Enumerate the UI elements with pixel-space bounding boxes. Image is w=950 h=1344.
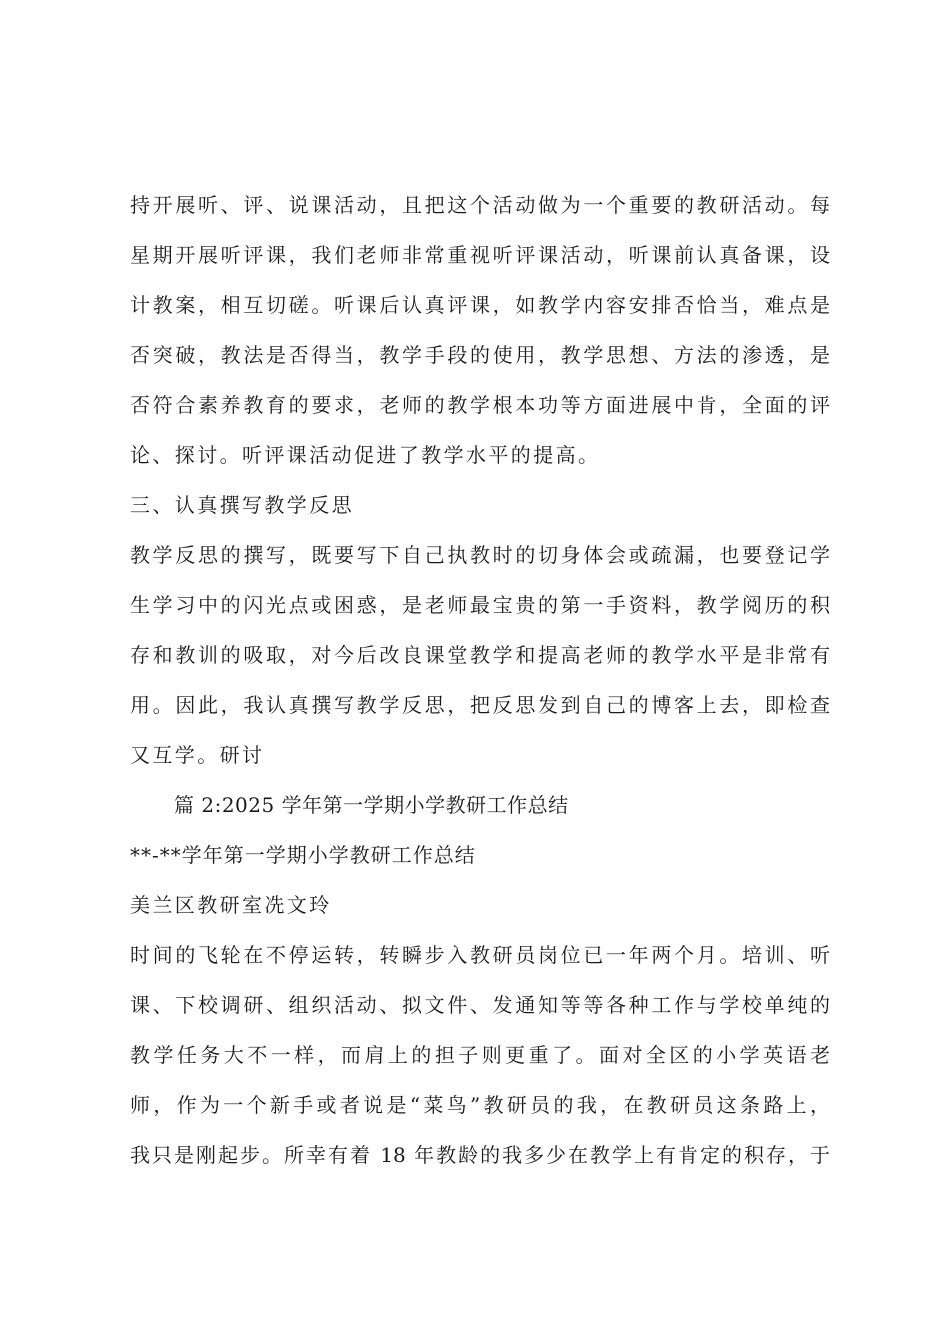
paragraph-line: 存和教训的吸取，对今后改良课堂教学和提高老师的教学水平是非常有 [130,643,830,667]
paragraph-line: 持开展听、评、说课活动，且把这个活动做为一个重要的教研活动。每 [130,193,830,217]
paragraph-line: 师，作为一个新手或者说是“菜鸟”教研员的我，在教研员这条路上， [130,1093,830,1117]
article-subtitle: **-**学年第一学期小学教研工作总结 [130,843,476,867]
paragraph-line: 星期开展听评课，我们老师非常重视听评课活动，听课前认真备课，设 [130,243,830,267]
paragraph-line: 我只是刚起步。所幸有着 18 年教龄的我多少在教学上有肯定的积存，于 [130,1143,830,1167]
paragraph-line: 教学反思的撰写，既要写下自己执教时的切身体会或疏漏，也要登记学 [130,543,830,567]
author-line: 美兰区教研室冼文玲 [130,893,332,917]
paragraph-line: 生学习中的闪光点或困惑，是老师最宝贵的第一手资料，教学阅历的积 [130,593,830,617]
paragraph-line: 否符合素养教育的要求，老师的教学根本功等方面进展中肯，全面的评 [130,393,830,417]
paragraph-line: 论、探讨。听评课活动促进了教学水平的提高。 [130,443,601,467]
section-heading: 三、认真撰写教学反思 [130,493,354,517]
paragraph-line: 教学任务大不一样，而肩上的担子则更重了。面对全区的小学英语老 [130,1043,830,1067]
paragraph-line: 计教案，相互切磋。听课后认真评课，如教学内容安排否恰当，难点是 [130,293,830,317]
article-title: 篇 2:2025 学年第一学期小学教研工作总结 [174,793,569,817]
paragraph-line: 又互学。研讨 [130,743,265,767]
paragraph-line: 课、下校调研、组织活动、拟文件、发通知等等各种工作与学校单纯的 [130,993,830,1017]
paragraph-line: 时间的飞轮在不停运转，转瞬步入教研员岗位已一年两个月。培训、听 [130,943,830,967]
paragraph-line: 用。因此，我认真撰写教学反思，把反思发到自己的博客上去，即检查 [130,693,830,717]
paragraph-line: 否突破，教法是否得当，教学手段的使用，教学思想、方法的渗透，是 [130,343,830,367]
